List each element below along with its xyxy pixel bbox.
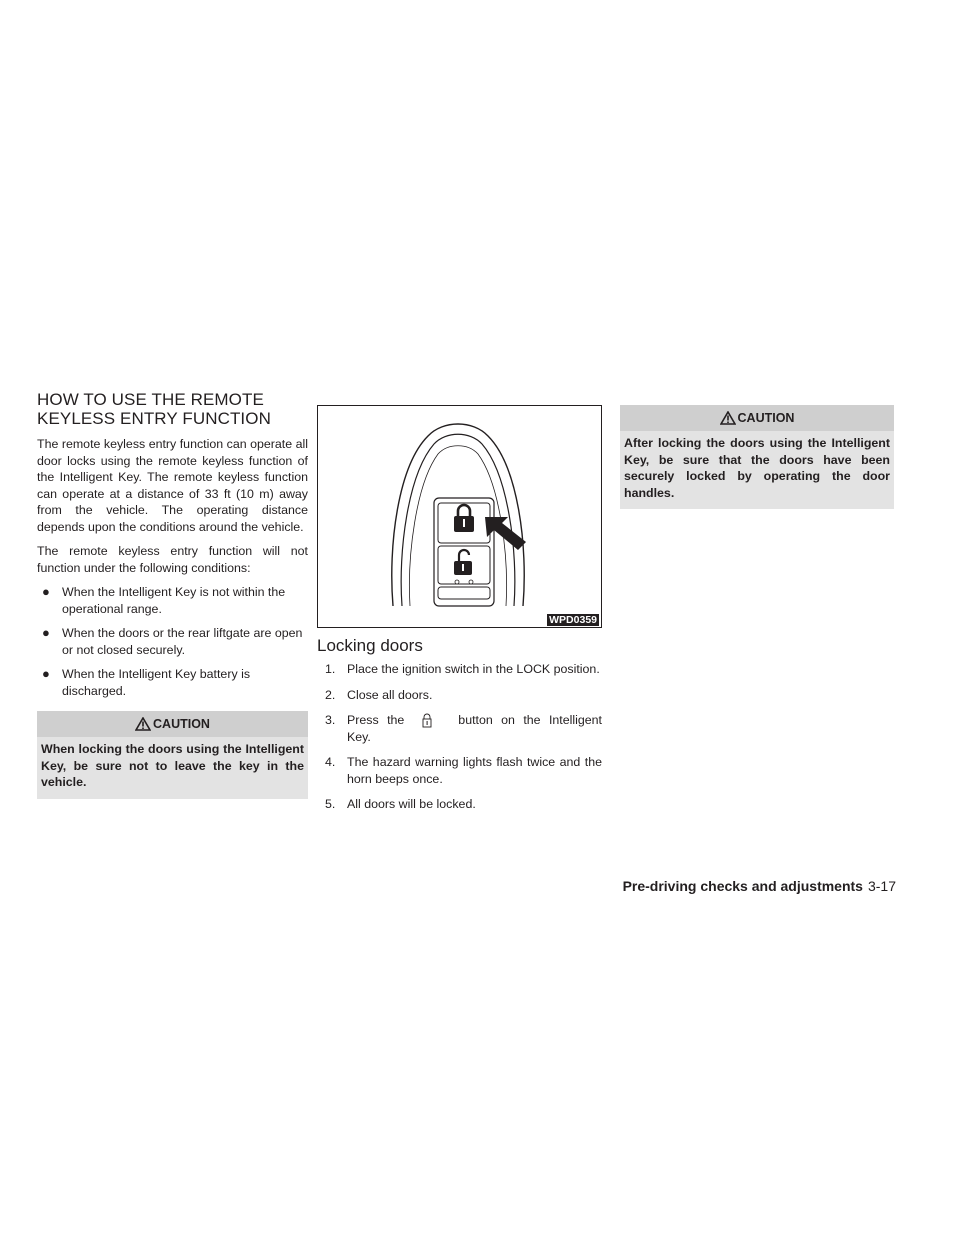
caution-header [620,405,894,431]
page-number: 3-17 [867,878,896,894]
bullet-icon: ● [42,666,50,681]
warning-icon [135,717,151,731]
list-item: 1. Place the ignition switch in the LOCK position. [325,662,600,676]
conditions-list [37,584,308,699]
caution-label: CAUTION [737,411,795,425]
page-footer [623,878,896,894]
chapter-title: Pre-driving checks and adjustments [622,878,863,894]
locking-steps [317,661,602,813]
heading-line-1: HOW TO USE THE REMOTE [37,390,264,409]
caution-label: CAUTION [153,717,210,731]
list-item: 3. Press the button on the Intelligent Key. [325,713,602,744]
list-item: ● When the Intelligent Key is not within the operational range. [42,584,286,616]
intelligent-key-illustration [318,406,601,627]
caution-box [37,711,308,799]
arrow-icon [485,517,526,550]
key-fob-figure [317,405,602,628]
unlock-icon [454,550,472,575]
list-item: 5. All doors will be locked. [325,797,476,812]
column-middle [317,405,602,822]
lock-icon [454,505,474,532]
list-item: ● When the doors or the rear liftgate are open or not closed securely. [42,625,303,657]
lock-button-icon [412,713,446,729]
intro-paragraph: The remote keyless entry function can operate all door locks using the remote keyless function of the Intelligent Key. The remote keyless function can operate at a distance of 33 ft (10 m) away from the vehicle. The operating distance depends upon the conditions around the vehicle. [37,437,308,534]
caution-text: After locking the doors using the Intelligent Key, be sure that the doors have been securely locked by operating the door handles. [620,431,894,509]
column-right [620,405,894,509]
list-item: 2. Close all doors. [325,687,433,702]
figure-label: WPD0359 [549,614,597,626]
conditions-paragraph: The remote keyless entry function will not function under the following conditions: [37,544,308,575]
list-item: 4. The hazard warning lights flash twice and the horn beeps once. [325,755,602,786]
bullet-icon: ● [42,625,50,640]
caution-header [37,711,308,737]
caution-text: When locking the doors using the Intelligent Key, be sure not to leave the key in the vehicle. [37,737,308,799]
subsection-heading: Locking doors [317,636,423,655]
warning-icon [720,411,736,425]
bullet-icon: ● [42,584,50,599]
heading-line-2: KEYLESS ENTRY FUNCTION [37,409,271,428]
list-item: ● When the Intelligent Key battery is discharged. [42,666,251,698]
section-heading [37,390,308,428]
caution-box [620,405,894,509]
column-left [37,390,308,799]
